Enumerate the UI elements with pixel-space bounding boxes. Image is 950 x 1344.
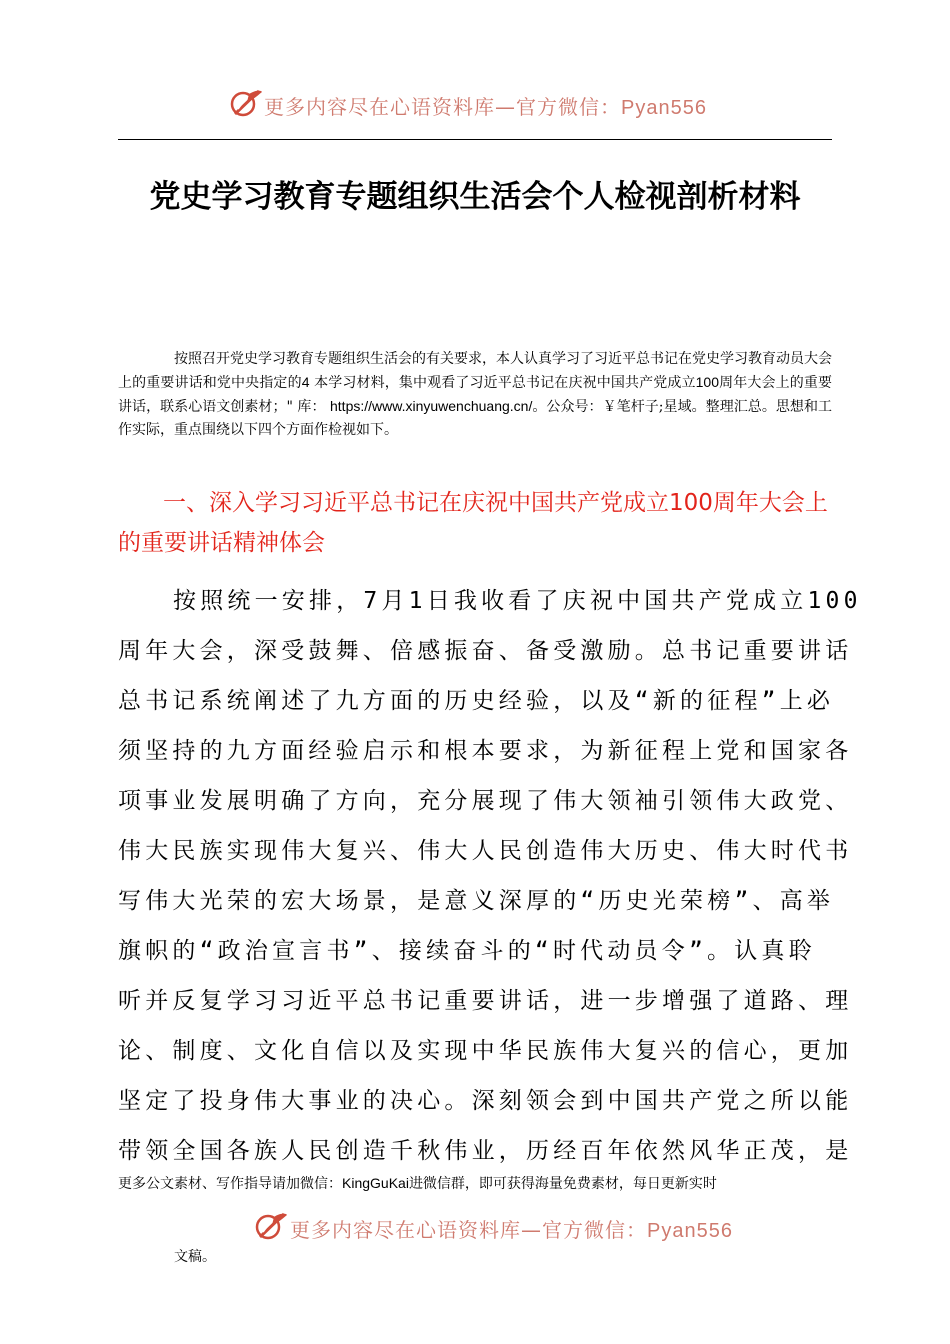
intro-url: https://www.xinyuwenchuang.cn/ [330, 398, 533, 414]
body-line: 论、制度、文化自信以及实现中华民族伟大复兴的信心，更加 [118, 1038, 853, 1064]
body-line: 周年大会，深受鼓舞、倍感振奋、备受激励。总书记重要讲话 [118, 638, 853, 664]
section-heading: 一、深入学习习近平总书记在庆祝中国共产党成立100周年大会上的重要讲话精神体会 [118, 490, 828, 556]
footer-banner [0, 1207, 950, 1247]
body-paragraph [118, 576, 862, 1176]
body-line: 旗帜的“政治宣言书”、接续奋斗的“时代动员令”。认真聆 [118, 938, 816, 964]
body-line: 项事业发展明确了方向，充分展现了伟大领袖引领伟大政党、 [118, 788, 853, 814]
body-line: 伟大民族实现伟大复兴、伟大人民创造伟大历史、伟大时代书 [118, 838, 853, 864]
body-line: 按照统一安排，7月1日我收看了庆祝中国共产党成立100 [173, 588, 862, 614]
intro-paragraph: 按照召开党史学习教育专题组织生活会的有关要求，本人认真学习了习近平总书记在党史学习教育动员大会上的重要讲话和党中央指定的4 本学习材料，集中观看了习近平总书记在庆祝中国共产党成立100周年大会上的重要讲话，联系心语文创素材；" 库： https://www.xinyuwenchuang.cn/。公众号：￥笔杆子;星域。整理汇总。思想和工作实际，重点围绕以下四个方面作检视如下。 [118, 351, 833, 438]
body-line: 总书记系统阐述了九方面的历史经验，以及“新的征程”上必 [118, 688, 835, 714]
banner-wechat-id: Pyan556 [647, 1220, 733, 1242]
footer-wechat-id: KingGuKai [342, 1175, 409, 1191]
banner-wechat-id: Pyan556 [621, 97, 707, 119]
quill-logo-icon [254, 1211, 288, 1241]
document-title: 党史学习教育专题组织生活会个人检视剖析材料 [149, 179, 801, 215]
body-line: 写伟大光荣的宏大场景，是意义深厚的“历史光荣榜”、高举 [118, 888, 835, 914]
body-line: 带领全国各族人民创造千秋伟业，历经百年依然风华正茂，是 [118, 1138, 853, 1164]
footer-note-continued: 文稿。 [174, 1249, 216, 1265]
header-banner [0, 84, 950, 124]
quill-logo-icon [229, 88, 263, 118]
banner-text: 更多内容尽在心语资料库—官方微信：Pyan556 [290, 1218, 733, 1242]
body-line: 坚定了投身伟大事业的决心。深刻领会到中国共产党之所以能 [118, 1088, 853, 1114]
header-divider [118, 139, 832, 140]
body-line: 须坚持的九方面经验启示和根本要求，为新征程上党和国家各 [118, 738, 853, 764]
footer-note: 更多公文素材、写作指导请加微信：KingGuKai进微信群，即可获得海量免费素材，每日更新实时 [118, 1175, 717, 1192]
banner-text: 更多内容尽在心语资料库—官方微信：Pyan556 [264, 95, 707, 119]
body-line: 听并反复学习习近平总书记重要讲话，进一步增强了道路、理 [118, 988, 853, 1014]
